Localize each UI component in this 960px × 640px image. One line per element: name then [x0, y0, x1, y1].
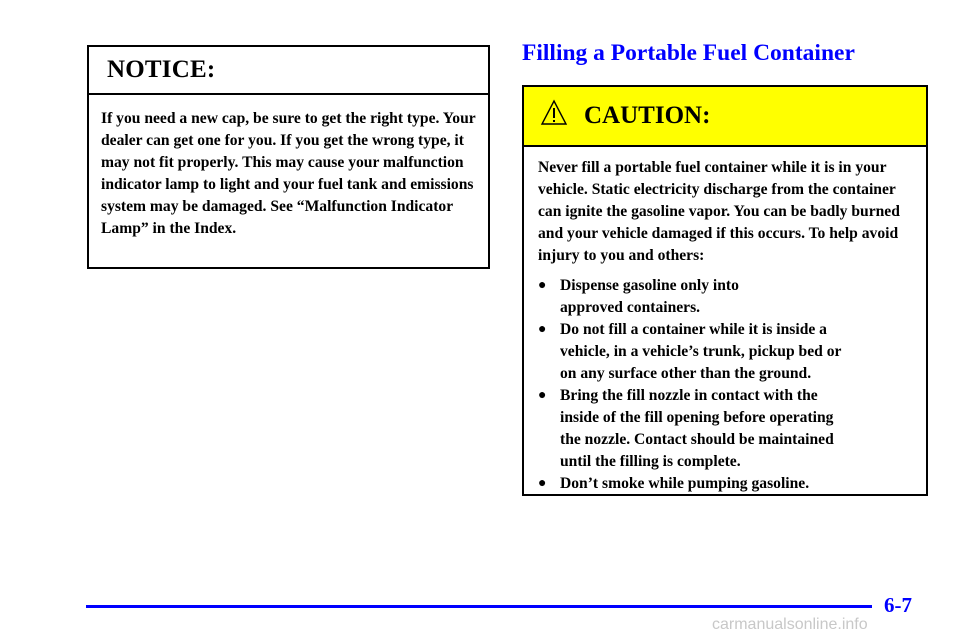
- list-item-text: Dispense gasoline only into approved containers.: [560, 277, 739, 316]
- watermark: carmanualsonline.info: [712, 616, 868, 633]
- page-number: 6-7: [884, 593, 912, 617]
- bullet-icon: ●: [538, 322, 547, 337]
- bullet-icon: ●: [538, 278, 547, 293]
- caution-intro: Never fill a portable fuel container while it is in your vehicle. Static electricity discharge from the container can ignite the gasoline vapor. You can be badly burned and your vehicle damaged if this occurs. To help avoid injury to you and others:: [538, 159, 900, 264]
- list-item-text: Do not fill a container while it is inside a vehicle, in a vehicle’s trunk, pickup bed or on any surface other than the ground.: [560, 321, 842, 382]
- list-item: [538, 319, 912, 385]
- list-item: [538, 275, 912, 319]
- list-item-text: Bring the fill nozzle in contact with the inside of the fill opening before operating the nozzle. Contact should be maintained until the filling is complete.: [560, 387, 834, 470]
- footer-rule: [86, 605, 872, 608]
- caution-title: CAUTION:: [584, 102, 711, 129]
- notice-body: If you need a new cap, be sure to get the right type. Your dealer can get one for you. If you get the wrong type, it may not fit properly. This may cause your malfunction indicator lamp to light and your fuel tank and emissions system may be damaged. See “Malfunction Indicator Lamp” in the Index.: [101, 110, 476, 237]
- notice-title: NOTICE:: [107, 56, 216, 83]
- list-item: [538, 385, 912, 473]
- warning-triangle-icon: [540, 99, 568, 127]
- caution-box: [522, 85, 928, 496]
- section-heading: Filling a Portable Fuel Container: [522, 40, 855, 66]
- notice-box: [87, 45, 490, 269]
- caution-body: [524, 147, 926, 495]
- caution-header: [524, 87, 926, 147]
- caution-list: [538, 275, 912, 495]
- list-item: [538, 473, 912, 495]
- bullet-icon: ●: [538, 388, 547, 403]
- bullet-icon: ●: [538, 476, 547, 491]
- notice-header: [89, 47, 488, 95]
- list-item-text: Don’t smoke while pumping gasoline.: [560, 475, 810, 492]
